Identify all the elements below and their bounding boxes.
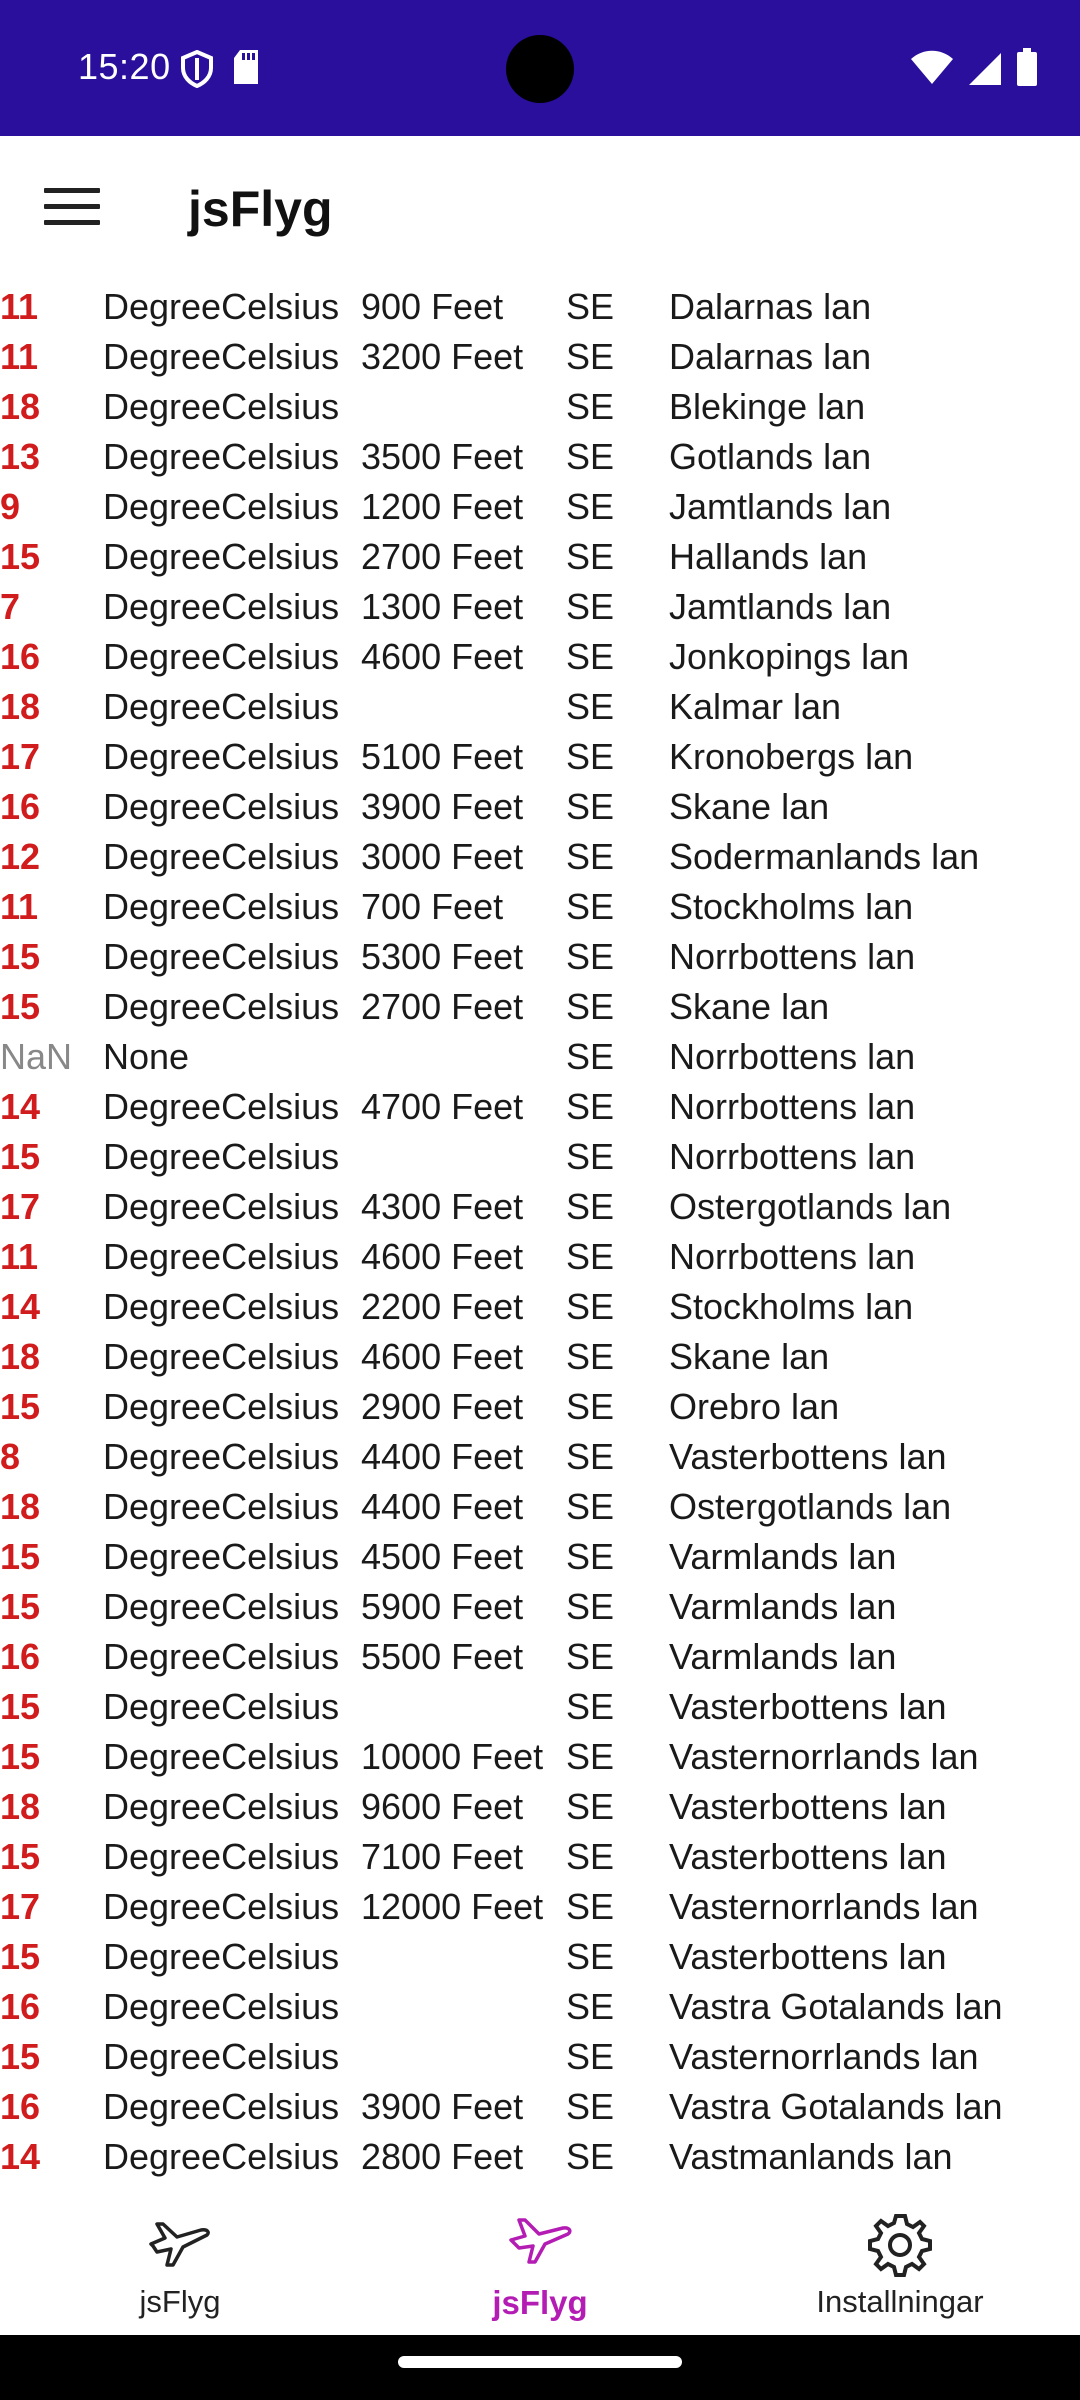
region-name: Varmlands lan (669, 1636, 897, 1677)
country-code: SE (566, 536, 615, 577)
region-name: Norrbottens lan (669, 1136, 916, 1177)
unit-value: DegreeCelsius (103, 1836, 340, 1877)
list-item[interactable] (0, 1132, 1080, 1182)
country-code: SE (566, 1336, 615, 1377)
country-code: SE (566, 1236, 615, 1277)
country-code: SE (566, 886, 615, 927)
region-name: Ostergotlands lan (669, 1486, 952, 1527)
altitude-value: 12000 Feet (361, 1886, 544, 1927)
altitude-value: 4700 Feet (361, 1086, 524, 1127)
temperature-value: 18 (0, 1786, 41, 1827)
list-item[interactable] (0, 1182, 1080, 1232)
country-code: SE (566, 586, 615, 627)
country-code: SE (566, 1486, 615, 1527)
list-item[interactable] (0, 982, 1080, 1032)
unit-value: DegreeCelsius (103, 1486, 340, 1527)
unit-value: DegreeCelsius (103, 1636, 340, 1677)
region-name: Ostergotlands lan (669, 1186, 952, 1227)
unit-value: DegreeCelsius (103, 486, 340, 527)
altitude-value: 9600 Feet (361, 1786, 524, 1827)
list-item[interactable] (0, 1682, 1080, 1732)
list-item[interactable] (0, 2082, 1080, 2132)
unit-value: DegreeCelsius (103, 1186, 340, 1227)
temperature-value: 11 (0, 1236, 39, 1277)
nav-item-jsflyg-2[interactable] (360, 2180, 720, 2335)
temperature-value: NaN (0, 1036, 73, 1077)
temperature-value: 11 (0, 336, 39, 377)
list-item[interactable] (0, 632, 1080, 682)
country-code: SE (566, 1536, 615, 1577)
country-code: SE (566, 1436, 615, 1477)
region-name: Norrbottens lan (669, 1086, 916, 1127)
home-gesture-handle[interactable] (398, 2356, 682, 2368)
region-name: Skane lan (669, 986, 830, 1027)
status-time: 15:20 (78, 46, 171, 87)
region-name: Sodermanlands lan (669, 836, 980, 877)
unit-value: DegreeCelsius (103, 1386, 340, 1427)
list-item[interactable] (0, 832, 1080, 882)
unit-value: DegreeCelsius (103, 536, 340, 577)
temperature-value: 14 (0, 1286, 41, 1327)
cellular-signal-icon (968, 52, 1002, 86)
unit-value: DegreeCelsius (103, 636, 340, 677)
region-name: Varmlands lan (669, 1586, 897, 1627)
list-item[interactable] (0, 1332, 1080, 1382)
list-item[interactable] (0, 582, 1080, 632)
region-name: Jamtlands lan (669, 486, 892, 527)
altitude-value: 3900 Feet (361, 2086, 524, 2127)
list-item[interactable] (0, 332, 1080, 382)
list-item[interactable] (0, 1982, 1080, 2032)
temperature-value: 15 (0, 936, 41, 977)
altitude-value: 700 Feet (361, 886, 504, 927)
list-item[interactable] (0, 1882, 1080, 1932)
country-code: SE (566, 1786, 615, 1827)
unit-value: DegreeCelsius (103, 786, 340, 827)
region-name: Stockholms lan (669, 886, 914, 927)
country-code: SE (566, 1086, 615, 1127)
altitude-value: 3900 Feet (361, 786, 524, 827)
unit-value: DegreeCelsius (103, 1086, 340, 1127)
unit-value: DegreeCelsius (103, 336, 340, 377)
country-code: SE (566, 736, 615, 777)
list-item[interactable] (0, 1282, 1080, 1332)
nav-item-jsflyg-1[interactable] (0, 2180, 360, 2335)
temperature-value: 7 (0, 586, 21, 627)
list-item[interactable] (0, 532, 1080, 582)
list-item[interactable] (0, 1782, 1080, 1832)
list-item[interactable] (0, 682, 1080, 732)
temperature-value: 14 (0, 1086, 41, 1127)
country-code: SE (566, 1936, 615, 1977)
country-code: SE (566, 1686, 615, 1727)
front-camera (506, 35, 574, 103)
airplane-icon (505, 2210, 575, 2280)
temperature-value: 12 (0, 836, 41, 877)
country-code: SE (566, 286, 615, 327)
list-item[interactable] (0, 1732, 1080, 1782)
list-item[interactable] (0, 1532, 1080, 1582)
region-name: Kronobergs lan (669, 736, 914, 777)
country-code: SE (566, 636, 615, 677)
list-item[interactable] (0, 782, 1080, 832)
country-code: SE (566, 1986, 615, 2027)
region-name: Skane lan (669, 1336, 830, 1377)
status-bar (0, 0, 1080, 136)
list-item[interactable] (0, 2132, 1080, 2182)
country-code: SE (566, 486, 615, 527)
country-code: SE (566, 1186, 615, 1227)
region-name: Vasterbottens lan (669, 1686, 947, 1727)
temperature-value: 11 (0, 886, 39, 927)
altitude-value: 2800 Feet (361, 2136, 524, 2177)
altitude-value: 3000 Feet (361, 836, 524, 877)
region-name: Vasterbottens lan (669, 1936, 947, 1977)
country-code: SE (566, 1386, 615, 1427)
list-item[interactable] (0, 432, 1080, 482)
country-code: SE (566, 336, 615, 377)
temperature-value: 15 (0, 2036, 41, 2077)
temperature-value: 16 (0, 636, 41, 677)
country-code: SE (566, 2036, 615, 2077)
temperature-value: 15 (0, 986, 41, 1027)
altitude-value: 900 Feet (361, 286, 504, 327)
region-name: Gotlands lan (669, 436, 872, 477)
temperature-value: 13 (0, 436, 41, 477)
country-code: SE (566, 1736, 615, 1777)
unit-value: DegreeCelsius (103, 886, 340, 927)
region-name: Norrbottens lan (669, 1236, 916, 1277)
list-item[interactable] (0, 1382, 1080, 1432)
country-code: SE (566, 1586, 615, 1627)
temperature-value: 11 (0, 286, 39, 327)
list-item[interactable] (0, 1432, 1080, 1482)
unit-value: DegreeCelsius (103, 436, 340, 477)
list-item[interactable] (0, 932, 1080, 982)
region-name: Jamtlands lan (669, 586, 892, 627)
unit-value: DegreeCelsius (103, 1136, 340, 1177)
unit-value: None (103, 1036, 190, 1077)
country-code: SE (566, 786, 615, 827)
temperature-value: 9 (0, 486, 21, 527)
gear-icon (865, 2210, 935, 2280)
temperature-value: 15 (0, 1536, 41, 1577)
region-name: Vastmanlands lan (669, 2136, 953, 2177)
temperature-value: 18 (0, 686, 41, 727)
unit-value: DegreeCelsius (103, 1786, 340, 1827)
region-name: Vastra Gotalands lan (669, 1986, 1003, 2027)
unit-value: DegreeCelsius (103, 736, 340, 777)
unit-value: DegreeCelsius (103, 1536, 340, 1577)
altitude-value: 4400 Feet (361, 1486, 524, 1527)
altitude-value: 2200 Feet (361, 1286, 524, 1327)
unit-value: DegreeCelsius (103, 936, 340, 977)
list-item[interactable] (0, 1032, 1080, 1082)
region-name: Vasternorrlands lan (669, 1886, 979, 1927)
temperature-value: 17 (0, 1886, 41, 1927)
region-name: Varmlands lan (669, 1536, 897, 1577)
temperature-value: 16 (0, 2086, 41, 2127)
list-item[interactable] (0, 1582, 1080, 1632)
unit-value: DegreeCelsius (103, 1686, 340, 1727)
altitude-value: 1300 Feet (361, 586, 524, 627)
unit-value: DegreeCelsius (103, 586, 340, 627)
country-code: SE (566, 1286, 615, 1327)
altitude-value: 4600 Feet (361, 1236, 524, 1277)
list-item[interactable] (0, 1632, 1080, 1682)
altitude-value: 4400 Feet (361, 1436, 524, 1477)
temperature-value: 18 (0, 1486, 41, 1527)
temperature-value: 17 (0, 736, 41, 777)
bottom-navigation (0, 2180, 1080, 2335)
nav-item-installningar[interactable] (720, 2180, 1080, 2335)
temperature-value: 18 (0, 1336, 41, 1377)
country-code: SE (566, 686, 615, 727)
altitude-value: 5300 Feet (361, 936, 524, 977)
temperature-value: 15 (0, 1136, 41, 1177)
unit-value: DegreeCelsius (103, 286, 340, 327)
altitude-value: 4600 Feet (361, 636, 524, 677)
shield-icon (180, 50, 214, 88)
altitude-value: 3500 Feet (361, 436, 524, 477)
country-code: SE (566, 386, 615, 427)
temperature-value: 16 (0, 1636, 41, 1677)
airplane-icon (145, 2210, 215, 2280)
unit-value: DegreeCelsius (103, 2036, 340, 2077)
country-code: SE (566, 1836, 615, 1877)
country-code: SE (566, 2086, 615, 2127)
list-item[interactable] (0, 732, 1080, 782)
list-item[interactable] (0, 382, 1080, 432)
nav-label: jsFlyg (139, 2284, 221, 2319)
unit-value: DegreeCelsius (103, 1936, 340, 1977)
unit-value: DegreeCelsius (103, 2086, 340, 2127)
unit-value: DegreeCelsius (103, 1286, 340, 1327)
temperature-value: 15 (0, 1586, 41, 1627)
country-code: SE (566, 2136, 615, 2177)
temperature-value: 14 (0, 2136, 41, 2177)
temperature-value: 15 (0, 536, 41, 577)
unit-value: DegreeCelsius (103, 686, 340, 727)
unit-value: DegreeCelsius (103, 1986, 340, 2027)
temperature-value: 18 (0, 386, 41, 427)
country-code: SE (566, 436, 615, 477)
sd-card-icon (232, 50, 260, 84)
country-code: SE (566, 936, 615, 977)
country-code: SE (566, 1036, 615, 1077)
list-item[interactable] (0, 1232, 1080, 1282)
region-name: Hallands lan (669, 536, 868, 577)
region-name: Dalarnas lan (669, 336, 872, 377)
country-code: SE (566, 1886, 615, 1927)
unit-value: DegreeCelsius (103, 836, 340, 877)
altitude-value: 10000 Feet (361, 1736, 544, 1777)
region-name: Vasterbottens lan (669, 1836, 947, 1877)
unit-value: DegreeCelsius (103, 1886, 340, 1927)
altitude-value: 4600 Feet (361, 1336, 524, 1377)
region-name: Blekinge lan (669, 386, 866, 427)
list-item[interactable] (0, 1082, 1080, 1132)
region-name: Norrbottens lan (669, 1036, 916, 1077)
unit-value: DegreeCelsius (103, 1236, 340, 1277)
list-item[interactable] (0, 1932, 1080, 1982)
list-item[interactable] (0, 2032, 1080, 2082)
hamburger-menu-icon[interactable] (44, 188, 100, 232)
country-code: SE (566, 1636, 615, 1677)
unit-value: DegreeCelsius (103, 2136, 340, 2177)
temperature-value: 15 (0, 1386, 41, 1427)
list-item[interactable] (0, 1832, 1080, 1882)
list-item[interactable] (0, 882, 1080, 932)
battery-icon (1016, 48, 1038, 86)
altitude-value: 2700 Feet (361, 536, 524, 577)
altitude-value: 2900 Feet (361, 1386, 524, 1427)
region-name: Stockholms lan (669, 1286, 914, 1327)
unit-value: DegreeCelsius (103, 1436, 340, 1477)
nav-label: Installningar (816, 2284, 984, 2319)
temperature-value: 16 (0, 1986, 41, 2027)
app-bar (0, 136, 1080, 286)
region-name: Vasterbottens lan (669, 1786, 947, 1827)
altitude-value: 5100 Feet (361, 736, 524, 777)
wifi-icon (910, 50, 954, 86)
temperature-value: 16 (0, 786, 41, 827)
region-name: Dalarnas lan (669, 286, 872, 327)
altitude-value: 1200 Feet (361, 486, 524, 527)
temperature-value: 17 (0, 1186, 41, 1227)
unit-value: DegreeCelsius (103, 1586, 340, 1627)
region-name: Vasternorrlands lan (669, 1736, 979, 1777)
unit-value: DegreeCelsius (103, 1336, 340, 1377)
altitude-value: 4300 Feet (361, 1186, 524, 1227)
region-name: Jonkopings lan (669, 636, 910, 677)
unit-value: DegreeCelsius (103, 1736, 340, 1777)
altitude-value: 3200 Feet (361, 336, 524, 377)
temperature-value: 15 (0, 1736, 41, 1777)
temperature-value: 15 (0, 1686, 41, 1727)
nav-label: jsFlyg (492, 2284, 588, 2321)
altitude-value: 4500 Feet (361, 1536, 524, 1577)
region-name: Orebro lan (669, 1386, 840, 1427)
altitude-value: 2700 Feet (361, 986, 524, 1027)
page-title: jsFlyg (188, 181, 333, 237)
unit-value: DegreeCelsius (103, 386, 340, 427)
temperature-value: 8 (0, 1436, 21, 1477)
unit-value: DegreeCelsius (103, 986, 340, 1027)
country-code: SE (566, 836, 615, 877)
altitude-value: 5900 Feet (361, 1586, 524, 1627)
temperature-value: 15 (0, 1836, 41, 1877)
region-name: Vasternorrlands lan (669, 2036, 979, 2077)
region-name: Vastra Gotalands lan (669, 2086, 1003, 2127)
list-item[interactable] (0, 282, 1080, 332)
country-code: SE (566, 986, 615, 1027)
region-name: Vasterbottens lan (669, 1436, 947, 1477)
country-code: SE (566, 1136, 615, 1177)
altitude-value: 7100 Feet (361, 1836, 524, 1877)
temperature-value: 15 (0, 1936, 41, 1977)
region-name: Skane lan (669, 786, 830, 827)
list-item[interactable] (0, 1482, 1080, 1532)
altitude-value: 5500 Feet (361, 1636, 524, 1677)
region-name: Kalmar lan (669, 686, 842, 727)
weather-data-list[interactable] (0, 282, 1080, 2182)
list-item[interactable] (0, 482, 1080, 532)
region-name: Norrbottens lan (669, 936, 916, 977)
